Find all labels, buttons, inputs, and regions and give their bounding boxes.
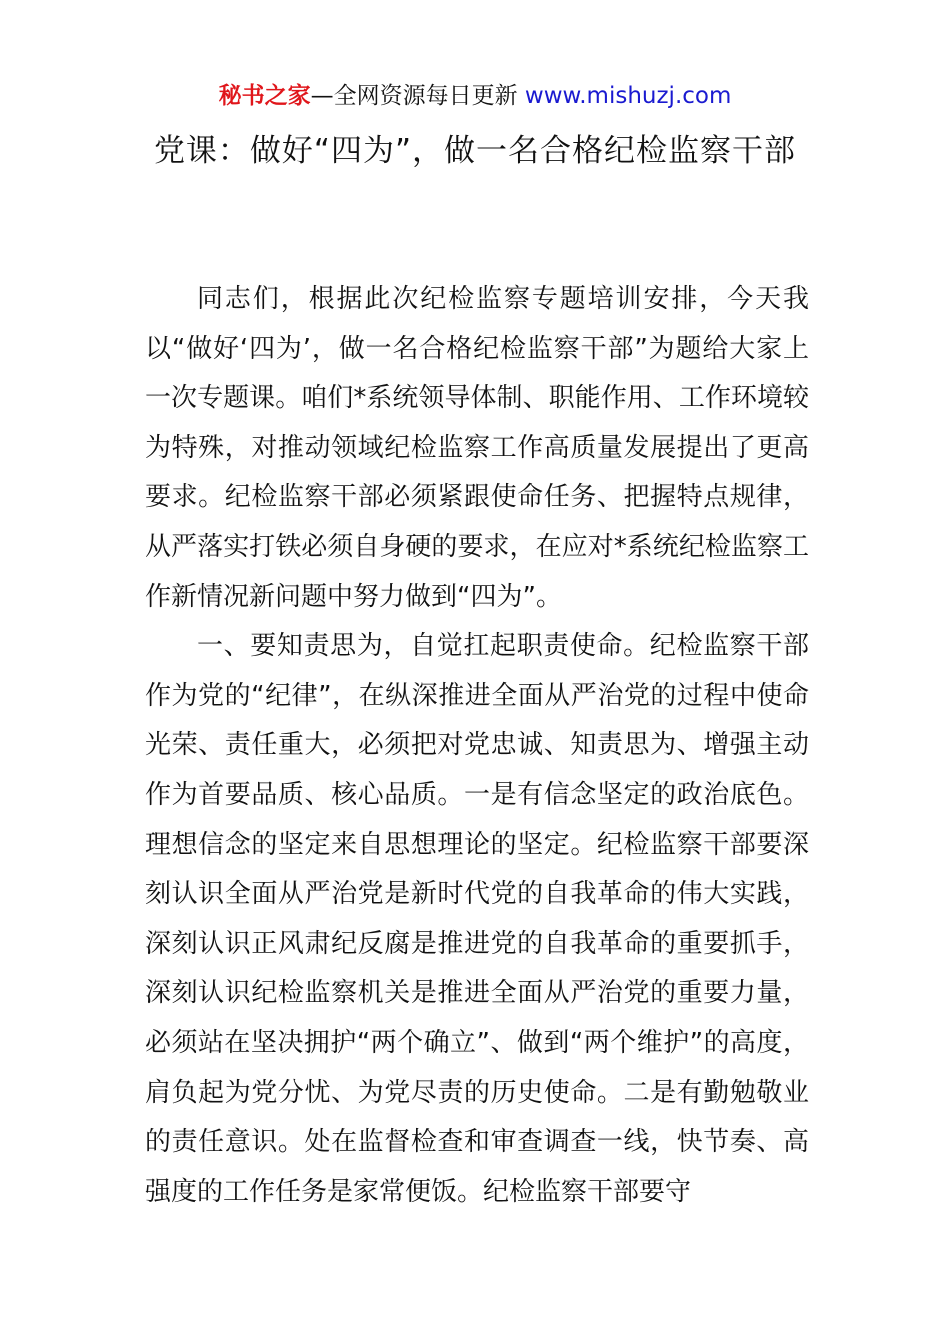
watermark-header	[0, 80, 950, 112]
header-tagline: —全网资源每日更新	[310, 83, 525, 109]
document-body	[145, 275, 809, 1217]
brand-name: 秘书之家	[218, 83, 311, 109]
paragraph-section-one: 一、要知责思为，自觉扛起职责使命。纪检监察干部作为党的“纪律”，在纵深推进全面从严治党的过程中使命光荣、责任重大，必须把对党忠诚、知责思为、增强主动作为首要品质、核心品质。一是有信念坚定的政治底色。理想信念的坚定来自思想理论的坚定。纪检监察干部要深刻认识全面从严治党是新时代党的自我革命的伟大实践，深刻认识正风肃纪反腐是推进党的自我革命的重要抓手，深刻认识纪检监察机关是推进全面从严治党的重要力量，必须站在坚决拥护“两个确立”、做到“两个维护”的高度，肩负起为党分忧、为党尽责的历史使命。二是有勤勉敬业的责任意识。处在监督检查和审查调查一线，快节奏、高强度的工作任务是家常便饭。纪检监察干部要守	[145, 631, 809, 1207]
document-title: 党课：做好“四为”，做一名合格纪检监察干部	[153, 133, 797, 169]
paragraph-intro: 同志们，根据此次纪检监察专题培训安排，今天我以“做好‘四为’，做一名合格纪检监察干部”为题给大家上一次专题课。咱们*系统领导体制、职能作用、工作环境较为特殊，对推动领域纪检监察工作高质量发展提出了更高要求。纪检监察干部必须紧跟使命任务、把握特点规律，从严落实打铁必须自身硬的要求，在应对*系统纪检监察工作新情况新问题中努力做到“四为”。	[145, 284, 809, 612]
site-url[interactable]: www.mishuzj.com	[524, 83, 732, 109]
